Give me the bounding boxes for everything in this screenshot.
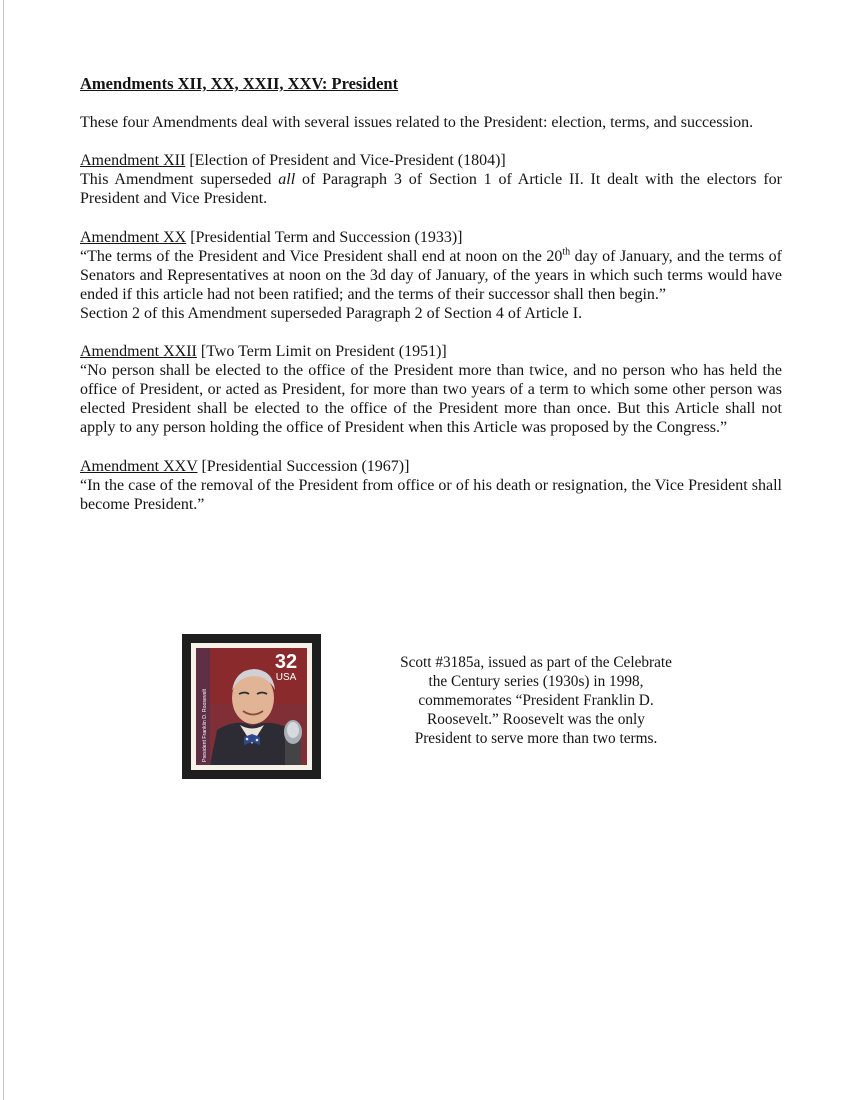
page-edge — [3, 0, 4, 1100]
amendment-xx-quote-text-2: day of January, and the terms of Senators and Representatives at noon on the 3d day of January, of the years in which such terms would have ended if this article had not been ratified; and the terms of their successor shall then begin.” — [80, 248, 783, 303]
page-title: Amendments XII, XX, XXII, XXV: President — [80, 74, 399, 93]
amendment-xx-heading — [80, 228, 782, 247]
amendment-xxii-title: [Two Term Limit on President (1951)] — [196, 343, 447, 360]
amendment-xii-body-emphasis: all — [278, 171, 296, 188]
intro-paragraph: These four Amendments deal with several issues related to the President: election, terms, and succession. — [80, 114, 754, 131]
amendment-xx-note: Section 2 of this Amendment superseded Paragraph 2 of Section 4 of Article I. — [80, 305, 583, 322]
amendment-xxv-title: [Presidential Succession (1967)] — [197, 458, 410, 475]
stamp-caption-text: Scott #3185a, issued as part of the Celebrate the Century series (1930s) in 1998, commemorates “President Franklin D. Roosevelt.” Roosevelt was the only President to serve more than two terms. — [400, 654, 672, 747]
amendment-xx-quote-superscript: th — [562, 246, 571, 258]
amendment-xxii-section — [80, 342, 782, 437]
amendment-xx-section — [80, 228, 782, 323]
amendment-xx-name: Amendment XX — [80, 229, 187, 246]
amendment-xii-name: Amendment XII — [80, 152, 186, 169]
amendment-xxv-quote: “In the case of the removal of the President from office or of his death or resignation, the Vice President shall become President.” — [80, 477, 782, 513]
roosevelt-stamp-image — [182, 634, 321, 779]
amendment-xii-body-text-2: of Paragraph 3 of Section 1 of Article II. It dealt with the electors for President and Vice President. — [80, 171, 783, 207]
amendment-xxv-name: Amendment XXV — [80, 458, 198, 475]
amendment-xii-heading — [80, 151, 782, 170]
amendment-xx-title: [Presidential Term and Succession (1933)] — [186, 229, 463, 246]
stamp-denomination: 32 — [274, 651, 298, 673]
amendment-xxv-heading — [80, 457, 782, 476]
amendment-xxii-name: Amendment XXII — [80, 343, 197, 360]
amendment-xx-quote — [80, 247, 782, 304]
amendment-xii-body-text: This Amendment superseded — [80, 171, 279, 188]
amendment-xii-title: [Election of President and Vice-President (1804)] — [185, 152, 506, 169]
amendment-xii-section — [80, 151, 782, 208]
stamp-country: USA — [275, 672, 297, 683]
amendment-xxv-section — [80, 457, 782, 514]
amendment-xx-quote-text: “The terms of the President and Vice President shall end at noon on the 20 — [80, 248, 563, 265]
amendment-xii-body — [80, 170, 782, 208]
amendment-xxii-quote: “No person shall be elected to the office of the President more than twice, and no person who has held the office of President, or acted as President, for more than two years of a term to which some other person was elected President shall be elected to the office of the President more than once. But this Article shall not apply to any person holding the office of President when this Article was proposed by the Congress.” — [80, 362, 782, 436]
amendment-xxii-heading — [80, 342, 782, 361]
stamp-side-caption: President Franklin D. Roosevelt — [202, 689, 208, 762]
